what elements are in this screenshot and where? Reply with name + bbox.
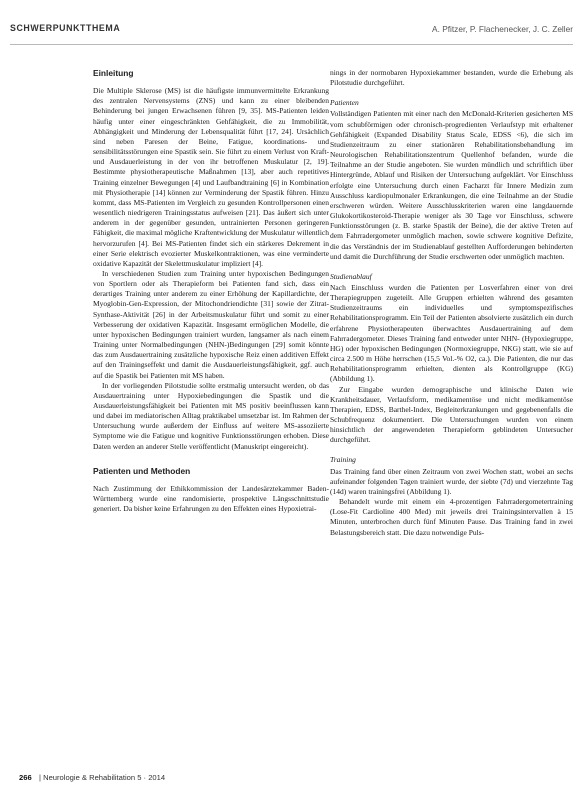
training-paragraph-2: Behandelt wurde mit einem ein 4-prozentigen Fahrradergometertraining (Lose-Fit Cardioline 400 Med) mit jeweils drei Trainingsintervallen à 15 Minuten, unterbrochen durch fünf Minuten Pause. Das Training fand in zwei Belastungsbereich statt. Die dazu notwendige Puls-	[330, 497, 573, 537]
subheading-patients: Patienten	[330, 98, 359, 108]
intro-paragraph-3: In der vorliegenden Pilotstudie sollte erstmalig untersucht werden, ob das Ausdauertraining unter Hypoxiebedingungen die Spastik und die Ausdauerleistungsfähigkeit bei Patienten mit MS positiv beeinflussen kann und dabei im mediatorischen Alltag praktikabel umsetzbar ist. Im Rahmen der Untersuchung wurde außerdem der Einfluss auf weitere MS-assoziierte Symptome wie die Fatigue und kognitive Funktionsstörungen erhoben. Diese Daten werden an anderer Stelle veröffentlicht (Manuskript eingereicht).	[93, 380, 329, 451]
subheading-study-design: Studienablauf	[330, 271, 372, 281]
page-number: 266	[19, 773, 32, 782]
section-label: SCHWERPUNKTTHEMA	[10, 23, 121, 33]
page-footer	[0, 772, 583, 786]
right-column	[330, 68, 573, 538]
page-header	[10, 10, 573, 45]
intro-paragraph-2: In verschiedenen Studien zum Training unter hypoxischen Bedingungen von Sportlern oder als Therapieform bei Patienten fand sich, dass ein derartiges Training unter anderem zu einer Erhöhung der Kapillardichte, der Myoglobin-Gen-Expression, der Mitochondriendichte [31] sowie der Zitrat-Synthase-Aktivität [26] in der Arbeitsmuskulatur führt und somit zu einer Verbesserung der oxidativen Kapazität. Insgesamt ermöglichen Modelle, die unter hypoxischen Bedingungen trainiert wurden, langsamer als nach einem Training unter Normalbedingungen (NHN-)Bedingungen [29] somit könnte das zum Ausdauertraining zusätzliche hypoxische Reiz einen additiven Effekt auf den Trainingseffekt und damit die Ausdauerleistungsfähigkeit, ggf. auch auf die Spastik bei Patienten mit MS haben.	[93, 268, 329, 380]
section-heading-introduction: Einleitung	[93, 68, 134, 78]
study-design-paragraph-1: Nach Einschluss wurden die Patienten per Losverfahren einer von drei Therapiegruppen zugeteilt. Alle Gruppen erhielten während des gesamten Studienzeitraums ein individuelles und symptomspezifisches Rehabilitationsprogramm. Ein Teil der Patienten absolvierte zusätzlich ein durch erfahrene Physiotherapeuten überwachtes Ausdauertraining auf dem Fahrradergometer. Dieses Training fand entweder unter NHN- (Hypoxiegruppe, HG) oder hypoxischen Bedingungen (Normoxiegruppe, NKG) statt, wie sie auf circa 2.500 m Höhe herrschen (15,5 Vol.-% O2, ca.). Die Patienten, die nur das Rehabilitationsprogramm erhielten, dienten als Kontrollgruppe (KG) (Abbildung 1).	[330, 282, 573, 384]
intro-paragraph-1: Die Multiple Sklerose (MS) ist die häufigste immunvermittelte Erkrankung des zentralen Nervensystems (ZNS) und kann zu einer bleibenden Behinderung bei jungen Erwachsenen führen [9, 35]. MS-Patienten leiden häufig unter einer eingeschränkten Gehfähigkeit, die zu Immobilität, Abhängigkeit und Minderung der Lebensqualität führt [17, 24]. Ursächlich sind neben Paresen der Beine, Fatigue, koordinations- und sensibilitätsstörungen eine Spastik sein. Sie führt zu einem Verlust von Kraft- und Ausdauerleistung in der von ihr betroffenen Muskulatur [2, 19]. Bestimmte physiotherapeutische Maßnahmen [13], aber auch repetitives Training einzelner Bewegungen [4] und Laufbandtraining [6] in Kombination mit Physiotherapie [14] können zur Verminderung der Spastik führen. Hinzu kommt, dass MS-Patienten im Vergleich zu gesunden Kontrollpersonen einen wesentlich niedrigeren Trainingsstatus aufweisen [21]. Das äußert sich unter anderem in der gegenüber gesunden, untrainierten Personen geringeren Fähigkeit, die maximal mögliche Kraftentwicklung der Muskulatur willentlich hervorzurufen [4]. Bei MS-Patienten findet sich ein stärkeres Dekrement in einer Serie elektrisch evozierter Muskelkontraktionen, was eine verminderte oxidative Kapazität der Skelettmuskulatur impliziert [4].	[93, 86, 329, 268]
section-heading-methods: Patienten und Methoden	[93, 465, 191, 476]
authors-line: A. Pfitzer, P. Flachenecker, J. C. Zeller	[432, 24, 573, 34]
study-design-paragraph-2: Zur Eingabe wurden demographische und klinische Daten wie Krankheitsdauer, Verlaufsform, medikamentöse und nicht medikamentöse Therapien, EDSS, Barthel-Index, Begleiterkrankungen und gegebenenfalls die Schubfrequenz dokumentiert. Die Untersuchungen wurden von einem hinsichtlich der angewendeten Therapieform geblindeten Untersucher durchgeführt.	[330, 384, 573, 445]
left-column	[93, 68, 329, 514]
training-paragraph-1: Das Training fand über einen Zeitraum von zwei Wochen statt, wobei an sechs aufeinander folgenden Tagen trainiert wurde, der siebte (7d) und vierzehnte Tag (14d) waren trainingsfrei (Abbildung 1).	[330, 466, 573, 496]
journal-reference: | Neurologie & Rehabilitation 5 · 2014	[39, 773, 166, 782]
continued-paragraph: nings in der normobaren Hypoxiekammer bestanden, wurde die Erhebung als Pilotstudie durchgeführt.	[330, 68, 573, 88]
patients-paragraph: Vollständigen Patienten mit einer nach den McDonald-Kriterien gesicherten MS vom schubförmigen oder chronisch-progredienten Verlaufstyp mit erhaltener Gehfähigkeit (Expanded Disability Status Scale, EDSS <6), die sich im Studienzeitraum zu einer stationären Rehabilitationsbehandlung im Neurologischen Rehabilitationszentrum Quellenhof befanden, wurde die Teilnahme an der Studie angeboten. Sie wurden mündlich und schriftlich über Hintergründe, Ablauf und Risiken der Untersuchung aufgeklärt. Vor Einschluss erfolgte eine Untersuchung durch einen Facharzt für Innere Medizin zum Ausschluss kardiopulmonaler Erkrankungen, die eine Teilnahme an der Studie erschweren würden. Weitere Ausschlusskriterien waren eine langdauernde Glukokortikosteroid-Therapie weniger als 30 Tage vor Einschluss, schwere Funktionsstörungen (z. B. starke Spastik der Beine), die der aktive Treten auf dem Fahrradergometer unmöglich machen, sowie schwere kognitive Defizite, die das Verständnis der im Studienablauf gestellten Aufforderungen behinderten und damit die Durchführung der Studie erschwerten oder unmöglich machten.	[330, 109, 573, 261]
methods-paragraph-1: Nach Zustimmung der Ethikkommission der Landesärztekammer Baden-Württemberg wurde eine randomisierte, prospektive Längsschnittstudie generiert. Da bisher keine Erfahrungen zu den Effekten eines Hypoxietrai-	[93, 483, 329, 514]
subheading-training: Training	[330, 455, 356, 465]
